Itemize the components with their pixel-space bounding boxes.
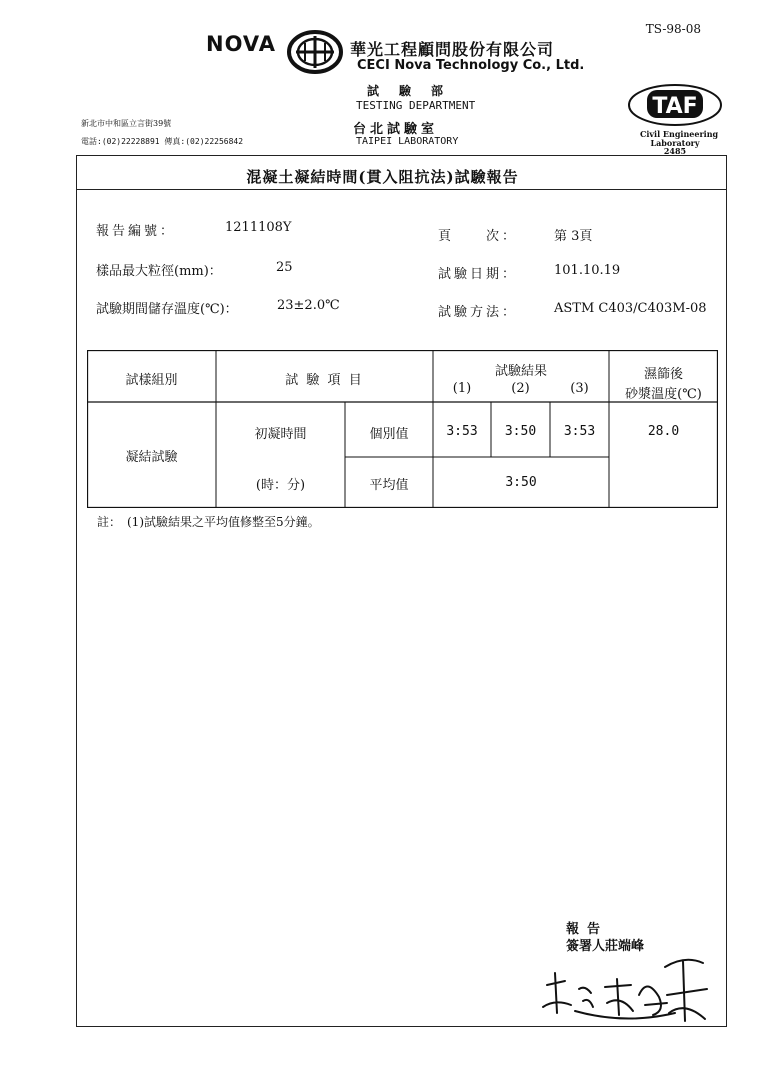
header-sample-group: 試樣組別 xyxy=(125,373,178,388)
max-aggregate-size-value: 25 xyxy=(276,260,293,275)
report-number-label: 報告編號： xyxy=(96,224,177,239)
result-value-2: 3:50 xyxy=(504,424,537,439)
storage-temperature-label: 試驗期間儲存溫度(℃)： xyxy=(96,302,238,317)
taf-accreditation-number: 2485 xyxy=(663,146,687,156)
brand-name: NOVA xyxy=(206,32,276,56)
header-test-item: 試 驗 項 目 xyxy=(285,373,364,388)
report-frame xyxy=(76,155,727,1027)
company-name-en: CECI Nova Technology Co., Ltd. xyxy=(357,58,585,73)
handwritten-signature-icon xyxy=(535,915,715,1029)
result-value-1: 3:53 xyxy=(446,424,478,439)
page-label: 頁 次： xyxy=(438,229,519,244)
test-method-value: ASTM C403/C403M-08 xyxy=(554,301,707,316)
company-logo-icon xyxy=(286,30,344,78)
row-group-setting-test: 凝結試驗 xyxy=(125,450,178,465)
header-result-3: (3) xyxy=(570,381,589,396)
row-item-initial-set: 初凝時間 xyxy=(254,427,307,442)
results-table xyxy=(87,350,718,508)
signatory-label: 報告 xyxy=(566,922,609,937)
test-date-label: 試驗日期： xyxy=(438,267,519,282)
department-en: TESTING DEPARTMENT xyxy=(356,99,476,112)
report-number-value: 1211108Y xyxy=(225,220,292,235)
department-zh: 試驗部 xyxy=(367,84,464,98)
taf-caption-line2: Laboratory xyxy=(650,138,700,148)
taf-caption-line1: Civil Engineering xyxy=(640,129,719,139)
row-item-unit: (時：分) xyxy=(255,478,306,493)
company-name-zh: 華光工程顧問股份有限公司 xyxy=(350,40,555,59)
row-average-label: 平均值 xyxy=(369,478,409,493)
title-divider xyxy=(76,189,726,190)
result-value-3: 3:53 xyxy=(563,424,596,439)
header-mortar-temp-line2: 砂漿溫度(℃) xyxy=(625,387,702,402)
mortar-temperature-value: 28.0 xyxy=(647,424,680,439)
footnote: 註： (1)試驗結果之平均值修整至5分鐘。 xyxy=(97,515,320,529)
header-result-2: (2) xyxy=(511,381,530,396)
taf-accreditation-logo xyxy=(627,82,723,132)
row-individual-label: 個別值 xyxy=(369,427,409,442)
company-phone-fax: 電話:(02)22228891 傳真:(02)22256842 xyxy=(81,137,244,146)
signatory-name: 簽署人莊端峰 xyxy=(566,939,645,954)
header-mortar-temp-line1: 濕篩後 xyxy=(643,367,683,382)
company-address: 新北市中和區立言街39號 xyxy=(81,119,172,128)
form-code: TS-98-08 xyxy=(645,22,701,36)
taf-logo-text: TAF xyxy=(652,94,698,119)
header-test-results: 試驗結果 xyxy=(494,364,547,379)
test-date-value: 101.10.19 xyxy=(554,263,621,278)
max-aggregate-size-label: 樣品最大粒徑(mm)： xyxy=(96,264,222,279)
laboratory-en: TAIPEI LABORATORY xyxy=(356,136,459,147)
page-value: 第 3頁 xyxy=(554,229,593,244)
storage-temperature-value: 23±2.0℃ xyxy=(277,298,340,313)
report-title: 混凝土凝結時間(貫入阻抗法)試驗報告 xyxy=(246,168,519,186)
laboratory-zh: 台北試驗室 xyxy=(353,122,439,137)
average-value: 3:50 xyxy=(505,475,537,490)
test-method-label: 試驗方法： xyxy=(438,305,519,320)
header-result-1: (1) xyxy=(452,381,472,396)
